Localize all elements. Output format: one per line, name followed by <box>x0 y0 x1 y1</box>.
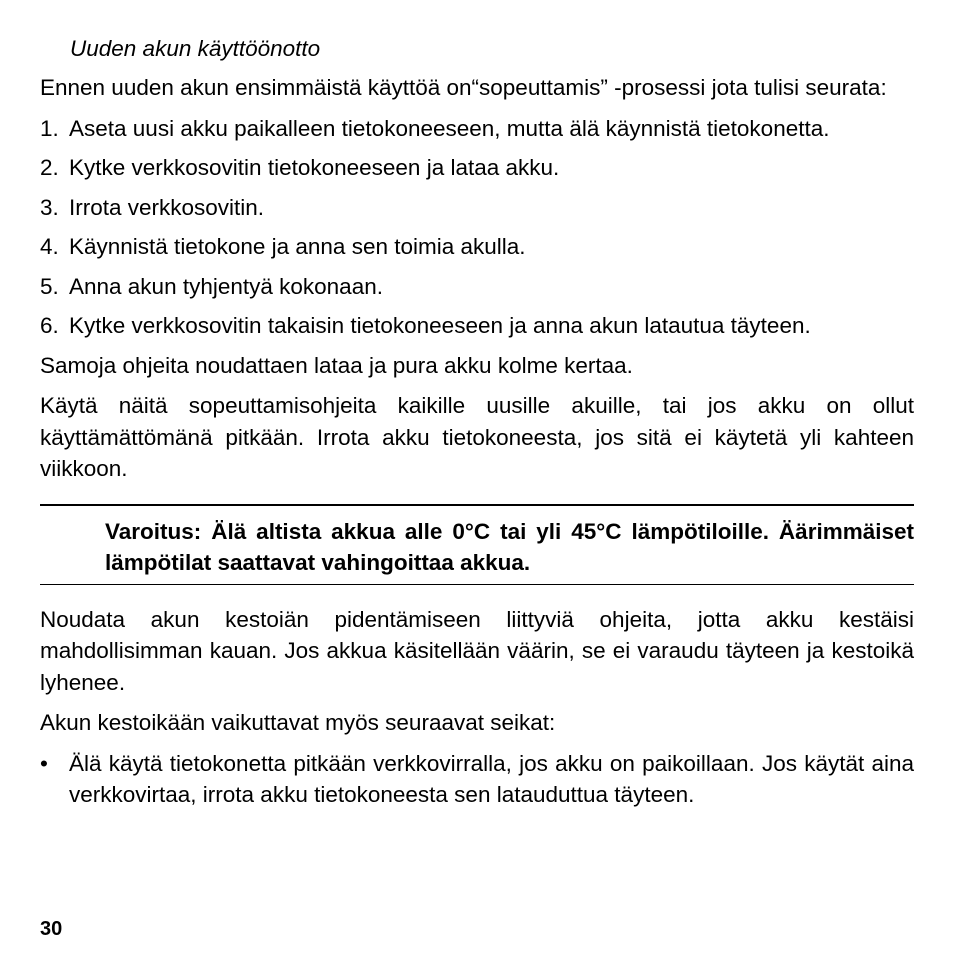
list-item <box>40 192 914 224</box>
list-item <box>40 271 914 303</box>
warning-box <box>40 504 914 585</box>
step-number: 5. <box>40 273 59 299</box>
warning-text: Varoitus: Älä altista akkua alle 0°C tai yli 45°C lämpötiloille. Äärimmäiset lämpötilat saattavat vahingoittaa akkua. <box>105 518 914 575</box>
step-text: Aseta uusi akku paikalleen tietokoneeseen, mutta älä käynnistä tietokonetta. <box>69 115 830 141</box>
list-item <box>40 152 914 184</box>
step-number: 1. <box>40 115 59 141</box>
section-subheading: Uuden akun käyttöönotto <box>70 36 321 61</box>
bullet-mark: • <box>40 750 48 776</box>
lifetime-paragraph: Noudata akun kestoiän pidentämiseen liittyviä ohjeita, jotta akku kestäisi mahdollisimman kauan. Jos akkua käsitellään väärin, se ei varaudu täyteen ja kestoikä lyhenee. <box>40 606 914 695</box>
document-page <box>40 34 914 819</box>
list-item <box>40 231 914 263</box>
factors-paragraph: Akun kestoikään vaikuttavat myös seuraavat seikat: <box>40 710 556 735</box>
step-text: Kytke verkkosovitin tietokoneeseen ja lataa akku. <box>69 155 560 180</box>
list-item <box>40 113 914 145</box>
conditioning-steps-list <box>40 113 914 342</box>
intro-paragraph: Ennen uuden akun ensimmäistä käyttöä on“sopeuttamis” -prosessi jota tulisi seurata: <box>40 75 887 100</box>
step-number: 6. <box>40 313 59 338</box>
bullet-text: Älä käytä tietokonetta pitkään verkkovirralla, jos akku on paikoillaan. Jos käytät aina verkkovirtaa, irrota akku tietokoneesta sen latauduttua täyteen. <box>69 750 914 807</box>
factors-bullet-list <box>40 748 914 811</box>
step-number: 4. <box>40 234 59 259</box>
step-text: Kytke verkkosovitin takaisin tietokoneeseen ja anna akun latautua täyteen. <box>69 313 811 338</box>
list-item <box>40 310 914 342</box>
step-number: 3. <box>40 194 59 220</box>
step-text: Irrota verkkosovitin. <box>69 194 265 220</box>
repeat-paragraph: Samoja ohjeita noudattaen lataa ja pura akku kolme kertaa. <box>40 352 633 378</box>
step-number: 2. <box>40 155 59 180</box>
list-item <box>40 748 914 811</box>
step-text: Anna akun tyhjentyä kokonaan. <box>69 273 383 299</box>
step-text: Käynnistä tietokone ja anna sen toimia akulla. <box>69 234 526 259</box>
usage-paragraph: Käytä näitä sopeuttamisohjeita kaikille uusille akuille, tai jos akku on ollut käyttämättömänä pitkään. Irrota akku tietokoneesta, jos sitä ei käytetä yli kahteen viikkoon. <box>40 393 914 481</box>
page-number: 30 <box>40 918 63 940</box>
